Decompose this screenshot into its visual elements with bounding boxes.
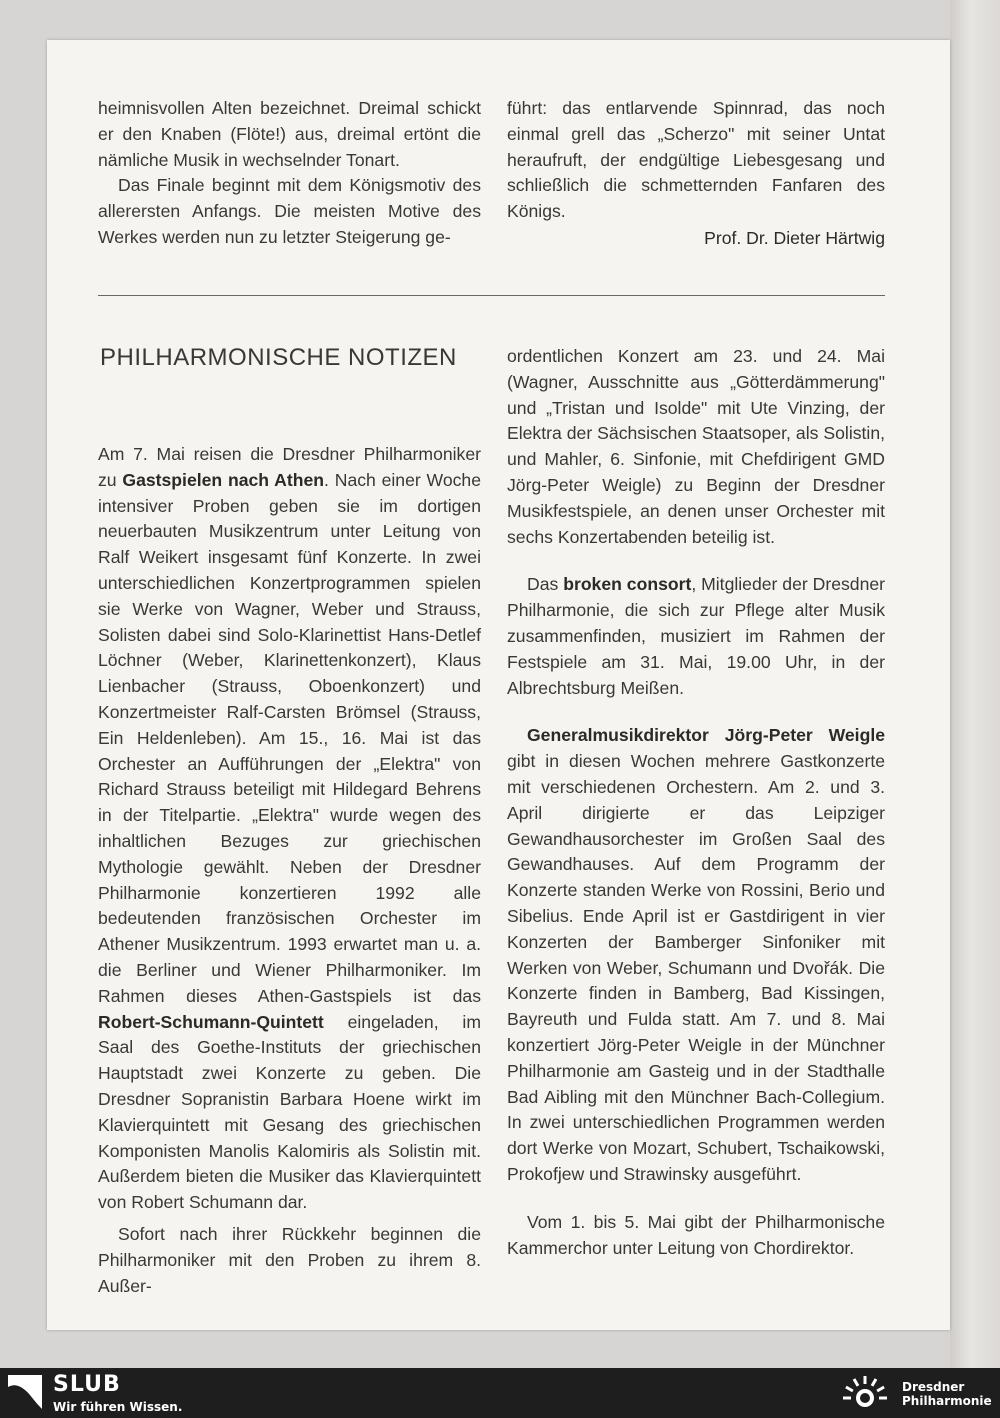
section-divider (98, 295, 885, 296)
kammerchor-paragraph: Vom 1. bis 5. Mai gibt der Philharmonische Kammerchor unter Leitung von Chordirektor. (507, 1211, 885, 1258)
konzert-paragraph: ordentlichen Konzert am 23. und 24. Mai (Wagner, Ausschnitte aus „Götterdämmerung" und „Tristan und Isolde" mit Ute Vinzing, der Elektra der Sächsischen Staatsoper, als Solistin, und Mahler, 6. Sinfonie, mit Chefdirigent GMD Jörg-Peter Weigle) zu Beginn der Dresdner Musikfestspiele, an denen unser Orchester mit sechs Konzertabenden beteilig ist. (507, 346, 885, 547)
text-run: Das (527, 574, 564, 595)
text-run: , Mitglieder der Dresdner Philharmonie, die sich zur Pflege alter Musik zusammenfinden, musiziert im Rahmen der Festspiele am 31. Mai, 19.00 Uhr, in der Albrechtsburg Meißen. (507, 574, 886, 698)
right-top-paragraph: führt: das entlarvende Spinnrad, das noch einmal grell das „Scherzo" mit seiner Untat heraufruft, der endgültige Liebesgesang und schließlich die schmetternden Fanfaren des Königs. (507, 98, 885, 222)
slub-logo-icon (8, 1375, 42, 1409)
highlight-broken-consort: broken consort (563, 574, 692, 595)
text-run: . Nach einer Woche intensiver Proben geben sie im dortigen neuerbauten Musikzentrum unter Leitung von Ralf Weikert insgesamt fünf Konzerte. In zwei unterschiedlichen Konzertprogrammen spielen sie Werke von Wagner, Weber und Strauss, Solisten dabei sind Solo-Klarinettist Hans-Detlef Löchner (Weber, Klarinettenkonzert), Klaus Lienbacher (Strauss, Oboenkonzert) und Konzertmeister Ralf-Carsten Brömsel (Strauss, Ein Heldenleben). Am 15., 16. Mai ist das Orchester an Aufführungen der „Elektra" von Richard Strauss beteiligt mit Hildegard Behrens in der Titelpartie. „Elektra" wurde wegen des inhaltlichen Bezuges zur griechischen Mythologie gewählt. Neben der Dresdner Philharmonie konzertieren 1992 alle bedeutenden französischen Orchester im Athener Musikzentrum. 1993 erwartet man u. a. die Berliner und Wiener Philharmoniker. Im Rahmen dieses Athen-Gastspiels ist das (98, 469, 481, 1006)
highlight-quintett: Robert-Schumann-Quintett (98, 1011, 324, 1032)
left-column (98, 442, 481, 1299)
left-top-paragraph-1: heimnisvollen Alten bezeichnet. Dreimal schickt er den Knaben (Flöte!) aus, dreimal ertönt die nämliche Musik in wechselnder Tonart. (98, 98, 481, 170)
left-top-text (98, 96, 481, 251)
right-top-text (507, 96, 885, 225)
philharmonie-sun-logo-icon (840, 1372, 890, 1416)
partner-line-1: Dresdner (902, 1380, 965, 1394)
philharmonie-name (902, 1380, 992, 1408)
left-top-paragraph-2: Das Finale beginnt mit dem Königsmotiv des allerersten Anfangs. Die meisten Motive des Werkes werden nun zu letzter Steigerung ge- (98, 175, 481, 247)
broken-consort-paragraph (507, 572, 885, 701)
weigle-paragraph (507, 723, 885, 1187)
adjacent-page-edge (950, 0, 1000, 1368)
rueckkehr-paragraph: Sofort nach ihrer Rückkehr beginnen die Philharmoniker mit den Proben zu ihrem 8. Außer- (98, 1223, 481, 1296)
slub-name: SLUB (53, 1372, 121, 1397)
athen-paragraph (98, 442, 481, 1216)
text-run: eingeladen, im Saal des Goethe-Instituts der griechischen Hauptstadt zwei Konzerte zu geben. Die Dresdner Sopranistin Barbara Hoene wirkt im Klavierquintett mit Gesang des griechischen Komponisten Manolis Kalomiris als Solistin mit. Außerdem bieten die Musiker das Klavierquintett von Robert Schumann dar. (98, 1011, 481, 1213)
text-run: Am 7. Mai reisen die Dresdner Philharmoniker zu (98, 444, 481, 490)
author-signature: Prof. Dr. Dieter Härtwig (704, 228, 885, 248)
right-column (507, 344, 885, 1261)
partner-line-2: Philharmonie (902, 1394, 992, 1408)
highlight-weigle: Generalmusikdirektor Jörg-Peter Weigle (527, 725, 885, 746)
text-run: gibt in diesen Wochen mehrere Gastkonzerte mit verschiedenen Orchestern. Am 2. und 3. April dirigierte er das Leipziger Gewandhausorchester im Großen Saal des Gewandhauses. Auf dem Programm der Konzerte standen Werke von Rossini, Berio und Sibelius. Ende April ist er Gastdirigent in vier Konzerten der Bamberger Sinfoniker mit Werken von Weber, Schumann und Dvořák. Die Konzerte finden in Bamberg, Bad Kissingen, Bayreuth und Fulda statt. Am 7. und 8. Mai konzertiert Jörg-Peter Weigle in der Münchner Philharmonie am Gasteig und in der Stadthalle Bad Aibling mit den Münchner Bach-Collegium. In zwei unterschiedlichen Programmen werden dort Werke von Mozart, Schubert, Tschaikowski, Prokofjew und Strawinsky ausgeführt. (507, 751, 885, 1184)
section-title: PHILHARMONISCHE NOTIZEN (100, 344, 457, 371)
slub-tagline: Wir führen Wissen. (53, 1400, 183, 1414)
highlight-athen: Gastspielen nach Athen (122, 469, 325, 490)
